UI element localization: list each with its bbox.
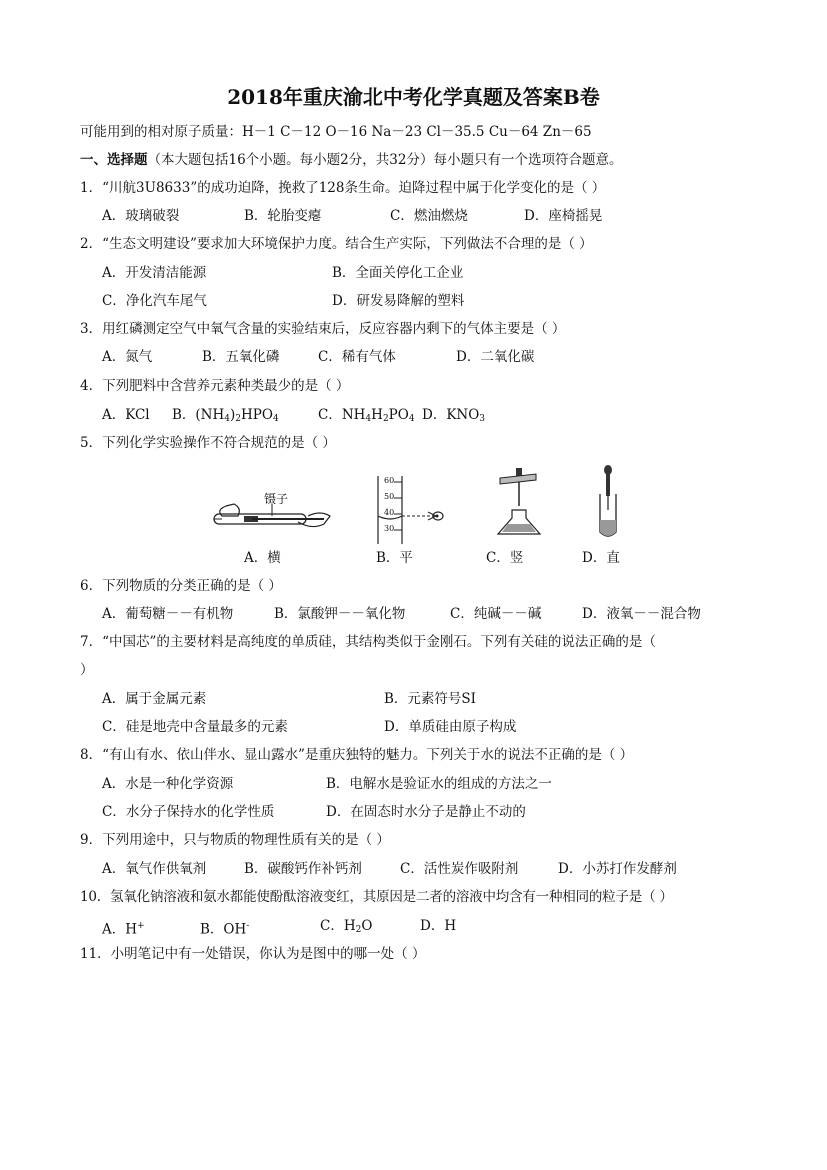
q10-option-d: D．H xyxy=(420,918,457,934)
q9-option-c: C．活性炭作吸附剂 xyxy=(400,861,519,877)
q3-option-d: D．二氧化碳 xyxy=(456,349,535,365)
q11-stem: 11．小明笔记中有一处错误，你认为是图中的哪一处（ ） xyxy=(80,946,426,962)
q3-option-a: A．氮气 xyxy=(102,349,153,365)
q10-stem: 10．氢氧化钠溶液和氨水都能使酚酞溶液变红，其原因是二者的溶液中均含有一种相同的粒子是（ ） xyxy=(80,889,673,905)
q2-option-a: A．开发清洁能源 xyxy=(102,265,207,281)
q8-stem: 8．“有山有水、依山伴水、显山露水”是重庆独特的魅力。下列关于水的说法不正确的是（ ） xyxy=(80,747,634,763)
q2-option-c: C．净化汽车尾气 xyxy=(102,293,207,309)
q10-option-b: B．OH- xyxy=(200,921,250,938)
q4-option-b: B．$(NH_4)_2HPO_4$ xyxy=(172,407,279,424)
q1-option-c: C．燃油燃烧 xyxy=(390,208,468,224)
q10-option-c: C．$H_2O$ xyxy=(320,918,373,935)
q4-option-a: A．KCl xyxy=(102,407,150,423)
q3-option-c: C．稀有气体 xyxy=(318,349,396,365)
q8-option-c: C．水分子保持水的化学性质 xyxy=(102,804,275,820)
q5-option-b: B．平 xyxy=(376,550,413,566)
section-label: 一、选择题 xyxy=(80,152,148,168)
q9-stem: 9．下列用途中，只与物质的物理性质有关的是（ ） xyxy=(80,832,390,848)
fig-graduated-cylinder xyxy=(368,474,452,544)
q7-stem-end: ） xyxy=(80,662,94,678)
q4-option-d: D．$KNO_3$ xyxy=(422,407,486,424)
q2-stem: 2．“生态文明建设”要求加大环境保护力度。结合生产实际，下列做法不合理的是（ ） xyxy=(80,236,593,252)
q7-option-b: B．元素符号SI xyxy=(384,691,477,707)
q10-option-a: A．H+ xyxy=(102,921,145,938)
q7-option-a: A．属于金属元素 xyxy=(102,691,207,707)
q5-option-d: D．直 xyxy=(582,550,620,566)
q4-option-c: C．$NH_4H_2PO_4$ xyxy=(318,407,415,424)
q9-option-d: D．小苏打作发酵剂 xyxy=(558,861,677,877)
q6-option-a: A．葡萄糖－－有机物 xyxy=(102,606,234,622)
q7-option-c: C．硅是地壳中含量最多的元素 xyxy=(102,719,288,735)
q2-option-b: B．全面关停化工企业 xyxy=(332,265,464,281)
q3-option-b: B．五氧化磷 xyxy=(202,349,280,365)
q3-stem: 3．用红磷测定空气中氧气含量的实验结束后，反应容器内剩下的气体主要是（ ） xyxy=(80,321,566,337)
q1-option-a: A．玻璃破裂 xyxy=(102,208,180,224)
q9-option-a: A．氧气作供氧剂 xyxy=(102,861,207,877)
q1-option-b: B．轮胎变瘪 xyxy=(244,208,322,224)
q8-option-d: D．在固态时水分子是静止不动的 xyxy=(326,804,526,820)
section-desc: （本大题包括16个小题。每小题2分，共32分）每小题只有一个选项符合题意。 xyxy=(147,152,623,168)
q8-option-b: B．电解水是验证水的组成的方法之一 xyxy=(326,776,552,792)
tick-30: 30 xyxy=(384,524,395,533)
q5-stem: 5．下列化学实验操作不符合规范的是（ ） xyxy=(80,435,336,451)
tick-50: 50 xyxy=(384,492,395,501)
q7-stem: 7．“中国芯”的主要材料是高纯度的单质硅，其结构类似于金刚石。下列有关硅的说法正确的是（ xyxy=(80,634,656,650)
q9-option-b: B．碳酸钙作补钙剂 xyxy=(244,861,362,877)
q8-option-a: A．水是一种化学资源 xyxy=(102,776,234,792)
q2-option-d: D．研发易降解的塑料 xyxy=(332,293,465,309)
section-heading xyxy=(80,151,622,169)
q5-option-a: A．横 xyxy=(244,550,281,566)
q6-option-d: D．液氧－－混合物 xyxy=(582,606,701,622)
atomic-masses: 可能用到的相对原子质量：H－1 C－12 O－16 Na－23 Cl－35.5 Cu－64 Zn－65 xyxy=(80,124,592,140)
fig-tweezers-label: 镊子 xyxy=(264,492,289,506)
q6-option-c: C．纯碱－－碱 xyxy=(450,606,542,622)
q7-option-d: D．单质硅由原子构成 xyxy=(384,719,517,735)
q6-option-b: B．氯酸钾－－氧化物 xyxy=(274,606,406,622)
fig-dropper-flask xyxy=(496,466,546,540)
tick-40: 40 xyxy=(384,508,395,517)
q4-stem: 4．下列肥料中含营养元素种类最少的是（ ） xyxy=(80,378,350,394)
q1-stem: 1．“川航3U8633”的成功迫降，挽救了128条生命。迫降过程中属于化学变化的是（ ） xyxy=(80,180,606,196)
q1-option-d: D．座椅摇晃 xyxy=(524,208,603,224)
q5-option-c: C．竖 xyxy=(486,550,524,566)
tick-60: 60 xyxy=(384,476,395,485)
page-title: 2018年重庆渝北中考化学真题及答案B卷 xyxy=(227,85,600,109)
q6-stem: 6．下列物质的分类正确的是（ ） xyxy=(80,578,282,594)
fig-test-tube-dropper xyxy=(594,464,622,540)
